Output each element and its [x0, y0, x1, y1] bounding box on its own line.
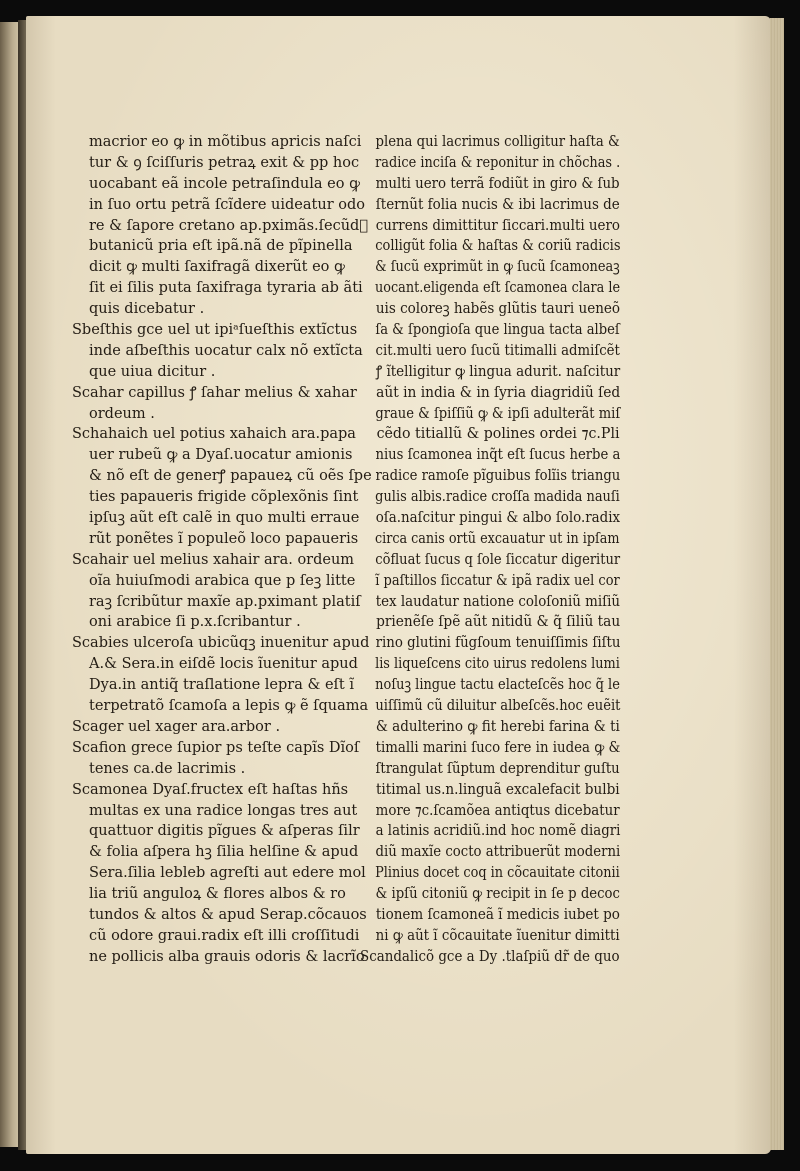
text-line: oĩa huiuſmodi arabica que p ſeꝫ litte	[89, 572, 356, 589]
text-line: lis liqueſcens cito uirus redolens lumi	[375, 656, 620, 673]
text-line: timalli marini ſuco fere in iudea ꝙ &	[375, 739, 621, 756]
text-line: Scamonea Dyaſ.fructex eſt haſtas hñs	[72, 781, 349, 798]
text-line: multi uero terrã fodiũt in giro & ſub	[375, 175, 620, 192]
right-text-column	[360, 132, 620, 968]
text-line: lia triũ anguloꝝ & flores albos & ro	[89, 886, 346, 903]
text-line: butanicũ pria eſt ipã.nã de pĩpinella	[89, 238, 353, 255]
text-line: & adulterino ꝙ fit herebi farina & ti	[375, 718, 620, 735]
text-line: gulis albis.radice croſſa madida nauſi	[375, 489, 620, 506]
text-line: ipſuꝫ aũt eſt calẽ in quo multi erraue	[89, 510, 360, 527]
text-line: cit.multi uero ſucũ titimalli admiſcẽt	[375, 342, 620, 359]
text-line: titimal us.n.linguã excalefacit bulbi	[375, 781, 620, 798]
text-line: noſuꝫ lingue tactu elacteſcẽs hoc q̃ le	[375, 677, 620, 694]
text-line: prienẽſe ſpẽ aũt nitidũ & q̃ ſiliũ tau	[376, 614, 621, 631]
text-line: oni arabice ſi p.x.ſcribantur .	[89, 614, 301, 631]
text-line: uocabant eã incole petraſindula eo ꝙ	[89, 175, 360, 192]
text-line: diũ maxĩe cocto attribuerũt moderni	[375, 844, 621, 861]
text-line: tenes ca.de lacrimis .	[89, 760, 246, 777]
text-line: currens dimittitur ſiccari.multi uero	[375, 217, 620, 234]
text-line: tionem ſcamoneã ĩ medicis iubet po	[375, 906, 620, 923]
text-line: Scafion grece ſupior ps teſte capĩs Dĩoſ	[72, 739, 360, 756]
text-line: A.& Sera.in eiſdẽ locis ĩuenitur apud	[89, 656, 358, 673]
text-line: raꝫ ſcribũtur maxĩe ap.pximant platiſ	[89, 593, 361, 610]
text-line: & folia aſpera hꝫ ſilia helſine & apud	[89, 844, 359, 861]
text-line: ꝭ ĩtelligitur ꝙ lingua adurit. naſcitur	[375, 363, 621, 380]
text-line: tundos & altos & apud Serap.cõcauos	[89, 906, 367, 923]
text-line: more ⁊c.ſcamõea antiqtus dicebatur	[375, 802, 620, 819]
text-line: macrior eo ꝙ in mõtibus apricis naſci	[89, 134, 362, 150]
text-line: rino glutini fũgſoum tenuiſſimis ſiſtu	[375, 635, 621, 652]
text-line: que uiua dicitur .	[89, 363, 216, 380]
text-line: uocant.eligenda eſt ſcamonea clara le	[375, 280, 621, 297]
text-line: oſa.naſcitur pingui & albo ſolo.radix	[375, 510, 621, 527]
text-line: Sbeſthis gce uel ut ipiᵃſueſthis extĩctus	[72, 322, 358, 339]
text-line: uer rubeũ ꝙ a Dyaſ.uocatur amionis	[89, 447, 353, 464]
page-edges	[770, 18, 784, 1150]
text-line: Scager uel xager ara.arbor .	[72, 718, 281, 735]
text-line: Sera.ſilia lebleb agreſti aut edere mol	[89, 865, 366, 882]
text-line: ties papaueris frigide cõplexõnis ſint	[89, 489, 359, 506]
text-line: circa canis ortũ excauatur ut in ipſam	[374, 530, 620, 547]
text-line: a latinis acridiũ.ind hoc nomẽ diagri	[375, 823, 621, 840]
text-line: dicit ꝙ multi ſaxifragã dixerũt eo ꝙ	[89, 259, 345, 276]
text-line: cũ odore graui.radix eſt illi croſſitudi	[89, 927, 360, 944]
text-line: in ſuo ortu petrã ſcĩdere uideatur odo	[89, 196, 365, 213]
text-line: plena qui lacrimus colligitur haſta &	[375, 134, 620, 150]
text-line: graue & ſpiſſiũ ꝙ & ipſi adulterãt miſ	[375, 405, 621, 422]
text-line: multas ex una radice longas tres aut	[89, 802, 358, 819]
text-line: quattuor digitis pĩgues & aſperas ſilr	[89, 823, 360, 840]
text-line: aũt in india & in ſyria diagridiũ ſed	[376, 384, 621, 401]
text-line: cõfluat ſucus q ſole ſiccatur digeritur	[375, 551, 621, 568]
text-line: Scahair uel melius xahair ara. ordeum	[72, 551, 355, 568]
text-line: ſternũt folia nucis & ibi lacrimus de	[375, 196, 620, 213]
text-line: & ipſũ citoniũ ꝙ recipit in ſe p decoc	[375, 886, 620, 903]
text-line: ſit ei ſilis puta ſaxifraga tyraria ab ãti	[89, 280, 363, 297]
text-line: terpetratõ ſcamoſa a lepis ꝙ ẽ ſquama	[89, 698, 369, 715]
text-line: tex laudatur natione coloſoniũ miſiũ	[375, 593, 621, 610]
text-line: ĩ paſtillos ſiccatur & ipã radix uel cor	[375, 572, 620, 589]
text-line: Schahaich uel potius xahaich ara.papa	[72, 426, 356, 443]
text-line: quis dicebatur .	[89, 301, 205, 318]
text-line: rũt ponẽtes ĩ populeõ loco papaueris	[89, 530, 359, 547]
text-line: Scahar capillus ꝭ ſahar melius & xahar	[72, 384, 357, 401]
text-line: re & ſapore cretano ap.pximãs.ſecũdᷣ	[89, 217, 369, 234]
text-line: ſtrangulat ſũptum deprenditur guſtu	[375, 760, 620, 777]
text-line: colligũt folia & haſtas & coriũ radicis	[375, 238, 621, 255]
text-line: cẽdo titiallũ & polines ordei ⁊c.Pli	[376, 426, 620, 443]
text-line: Dya.in antiq̃ traſlatione lepra & eſt ĩ	[89, 677, 354, 694]
text-line: ni ꝙ aũt ĩ cõcauitate ĩuenitur dimitti	[375, 927, 620, 944]
text-line: Scabies ulceroſa ubicũqꝫ inuenitur apud	[72, 635, 370, 652]
text-line: ordeum .	[89, 405, 155, 422]
text-line: inde aſbeſthis uocatur calx nõ extĩcta	[89, 342, 363, 359]
text-line: uis coloreꝫ habẽs glũtis tauri ueneõ	[375, 301, 621, 318]
text-line: Scandalicõ gce a Dy .tlaſpiũ dr̃ de quo	[360, 948, 620, 965]
text-line: & nõ eſt de generꝭ papaueꝝ cũ oẽs ſpe	[89, 468, 372, 485]
text-line: ne pollicis alba grauis odoris & lacrĩo	[89, 948, 365, 965]
text-line: & ſucũ exprimũt in ꝙ ſucũ ſcamoneaꝫ	[375, 259, 620, 276]
text-line: radice ramoſe pĩguibus folĩis triangu	[375, 468, 621, 485]
text-line: Plinius docet coq in cõcauitate citonii	[375, 865, 620, 882]
text-line: tur & ꝯ ſciſſuris petraꝝ exit & pp hoc	[89, 154, 360, 171]
text-line: radice inciſa & reponitur in chõchas .	[375, 154, 621, 171]
text-line: ſa & ſpongioſa que lingua tacta albeſ	[375, 322, 620, 339]
text-line: uiſſimũ cũ diluitur albeſcẽs.hoc euẽit	[375, 698, 621, 715]
text-line: nius ſcamonea inq̃t eſt ſucus herbe a	[375, 447, 621, 464]
left-text-column	[72, 132, 372, 968]
